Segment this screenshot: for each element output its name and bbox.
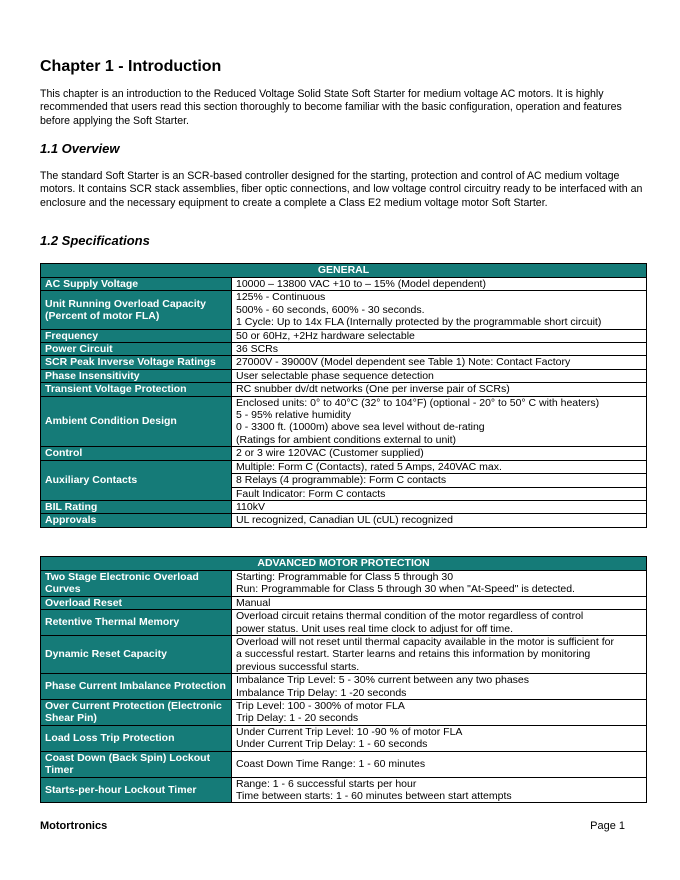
spec-value [232,369,647,382]
spec-value-line: 27000V - 39000V (Model dependent see Table 1) Note: Contact Factory [236,356,571,369]
spec-label: Auxiliary Contacts [41,460,232,500]
spec-label: Approvals [41,514,232,527]
spec-value [232,291,647,329]
spec-value-line: Multiple: Form C (Contacts), rated 5 Amps, 240VAC max. [236,460,502,473]
spec-value [232,571,647,597]
spec-value [232,777,647,803]
spec-label: Control [41,447,232,460]
spec-row [41,700,647,726]
spec-row [41,369,647,382]
spec-value-line: a successful restart. Starter learns and retains this information by monitoring [236,648,591,661]
spec-value-line: Imbalance Trip Delay: 1 -20 seconds [236,686,407,699]
spec-value-line: 1 Cycle: Up to 14x FLA (Internally protected by the programmable short circuit) [236,316,602,329]
spec-row [41,460,647,500]
specifications-heading: 1.2 Specifications [40,233,150,248]
spec-value-line: (Ratings for ambient conditions external to unit) [236,433,457,446]
spec-value [232,329,647,342]
footer-brand: Motortronics [40,820,108,832]
spec-row [41,396,647,447]
spec-value-line: Range: 1 - 6 successful starts per hour [236,777,417,790]
spec-row [41,291,647,329]
general-spec-table [40,263,647,528]
spec-value-line: 500% - 60 seconds, 600% - 30 seconds. [236,303,425,316]
spec-row [41,383,647,396]
spec-value-line: Time between starts: 1 - 60 minutes between start attempts [236,789,512,802]
spec-row [41,356,647,369]
spec-row [41,777,647,803]
spec-value-line: Overload circuit retains thermal condition of the motor regardless of control [236,610,584,623]
spec-value-line: Under Current Trip Delay: 1 - 60 seconds [236,738,428,751]
spec-value-line: Under Current Trip Level: 10 -90 % of motor FLA [236,725,463,738]
spec-value-line: 110kV [236,500,265,513]
advanced-protection-table [40,556,647,803]
spec-value-line: Run: Programmable for Class 5 through 30 when "At-Speed" is detected. [236,583,575,596]
spec-value-line: 0 - 3300 ft. (1000m) above sea level without de-rating [236,421,485,434]
spec-value-line: Starting: Programmable for Class 5 through 30 [236,571,454,583]
spec-value [232,514,647,527]
spec-label: Load Loss Trip Protection [41,725,232,751]
spec-value [232,278,647,291]
spec-row [41,751,647,777]
spec-value [232,700,647,726]
spec-row [41,500,647,513]
spec-label: SCR Peak Inverse Voltage Ratings [41,356,232,369]
spec-label: Two Stage Electronic Overload Curves [41,571,232,597]
overview-paragraph: The standard Soft Starter is an SCR-based controller designed for the starting, protection and control of AC medium voltage motors. It contains SCR stack assemblies, fiber optic connections, and low voltage control circuitry ready to be interfaced with an enclosure and the necessary equipment to create a complete a Class E2 medium voltage motor Soft Starter. [40,170,643,209]
spec-value [232,396,647,447]
spec-row [41,610,647,636]
spec-label: Coast Down (Back Spin) Lockout Timer [41,751,232,777]
spec-label: AC Supply Voltage [41,278,232,291]
spec-value [232,610,647,636]
spec-value-line: 5 - 95% relative humidity [236,409,351,422]
footer-page-number: Page 1 [590,820,625,832]
spec-row [41,674,647,700]
spec-value-line: Enclosed units: 0° to 40°C (32° to 104°F) (optional - 20° to 50° C with heaters) [236,396,600,409]
spec-value-line: 2 or 3 wire 120VAC (Customer supplied) [236,447,424,460]
spec-value-line: 50 or 60Hz, +2Hz hardware selectable [236,329,415,342]
spec-value-line: 36 SCRs [236,343,279,356]
spec-value [232,500,647,513]
spec-row [41,447,647,460]
spec-value-line: Trip Delay: 1 - 20 seconds [236,712,359,725]
spec-value [232,356,647,369]
spec-value [232,636,647,674]
spec-row [41,636,647,674]
spec-value [232,383,647,396]
spec-value-line: Manual [236,596,271,609]
spec-label: Frequency [41,329,232,342]
spec-row [41,329,647,342]
spec-label: Dynamic Reset Capacity [41,636,232,674]
intro-paragraph: This chapter is an introduction to the Reduced Voltage Solid State Soft Starter for medium voltage AC motors. It is highly recommended that users read this section thoroughly to become familiar with the basic configuration, operation and features before applying the Soft Starter. [40,88,622,127]
spec-value-line: RC snubber dv/dt networks (One per inverse pair of SCRs) [236,383,510,396]
spec-value [232,447,647,460]
spec-label: Unit Running Overload Capacity (Percent of motor FLA) [41,291,232,329]
spec-value-line: 125% - Continuous [236,291,326,304]
spec-value-line: Fault Indicator: Form C contacts [232,487,646,500]
spec-value-line: User selectable phase sequence detection [236,369,434,382]
spec-value [232,751,647,777]
spec-label: Transient Voltage Protection [41,383,232,396]
spec-row [41,514,647,527]
spec-row [41,278,647,291]
spec-value-line: 10000 – 13800 VAC +10 to – 15% (Model dependent) [236,278,486,290]
spec-value-line: Imbalance Trip Level: 5 - 30% current between any two phases [236,674,529,687]
spec-label: Phase Insensitivity [41,369,232,382]
spec-value [232,596,647,609]
spec-label: Retentive Thermal Memory [41,610,232,636]
spec-row [41,596,647,609]
overview-heading: 1.1 Overview [40,141,120,156]
spec-label: Over Current Protection (Electronic Shear Pin) [41,700,232,726]
spec-label: Phase Current Imbalance Protection [41,674,232,700]
spec-label: BIL Rating [41,500,232,513]
spec-label: Power Circuit [41,343,232,356]
general-table-title: GENERAL [41,264,647,278]
spec-value [232,343,647,356]
chapter-title: Chapter 1 - Introduction [40,58,222,75]
advanced-table-title: ADVANCED MOTOR PROTECTION [41,557,647,571]
spec-label: Ambient Condition Design [41,396,232,447]
spec-row [41,725,647,751]
spec-value-line: UL recognized, Canadian UL (cUL) recognized [236,514,453,527]
spec-value-line: Coast Down Time Range: 1 - 60 minutes [236,757,426,770]
spec-value [232,460,647,500]
spec-row [41,571,647,597]
spec-row [41,343,647,356]
spec-value [232,725,647,751]
spec-value-line: Overload will not reset until thermal capacity available in the motor is sufficient for [236,636,614,649]
spec-value-line: previous successful starts. [236,660,360,673]
spec-value-line: Trip Level: 100 - 300% of motor FLA [236,700,405,713]
spec-value-line: power status. Unit uses real time clock to adjust for off time. [236,622,514,635]
spec-label: Starts-per-hour Lockout Timer [41,777,232,803]
spec-value [232,674,647,700]
spec-value-line: 8 Relays (4 programmable): Form C contacts [232,473,646,486]
spec-label: Overload Reset [41,596,232,609]
